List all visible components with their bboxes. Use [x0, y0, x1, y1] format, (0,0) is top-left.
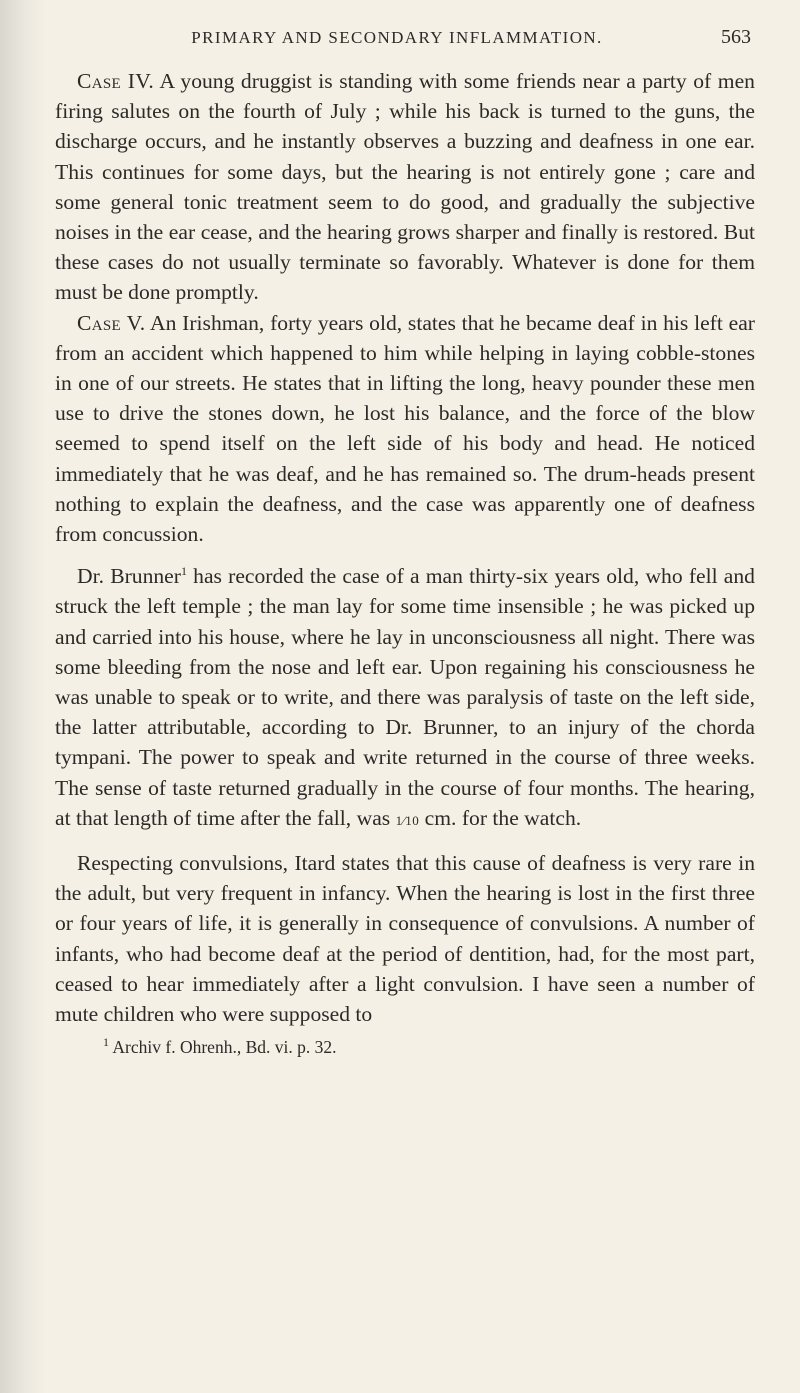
paragraph-lead: Dr. Brunner: [77, 564, 181, 589]
paragraph-text: has recorded the case of a man thirty-six years old, who fell and struck the left temple ; the man lay for some time insensible ; he was picked up and carried into his house, where he lay in unconsciousness all night. There was some bleeding from the nose and left ear. Upon regaining his consciousness he was unable to speak or to write, and there was paralysis of taste on the left side, the latter attributable, according to Dr. Brunner, to an injury of the chorda tympani. The power to speak and write returned in the course of three weeks. The sense of taste returned gradually in the course of four months. The hearing, at that length of time after the fall, was: [55, 564, 755, 830]
case-label: Case V.: [77, 310, 146, 335]
paragraph-text: A young druggist is standing with some friends near a party of men firing salutes on the fourth of July ; while his back is turned to the guns, the discharge occurs, and he instantly observes a buzzing and deafness in one ear. This continues for some days, but the hearing is not entirely gone ; care and some general tonic treatment seem to do good, and gradually the subjective noises in the ear cease, and the hearing grows sharper and finally is restored. But these cases do not usually terminate so favorably. Whatever is done for them must be done promptly.: [55, 69, 755, 305]
fraction-value: 1⁄10: [395, 812, 420, 828]
footnote-text: Archiv f. Ohrenh., Bd. vi. p. 32.: [109, 1037, 337, 1058]
footnote-reference[interactable]: 1: [180, 564, 187, 579]
page-binding-shadow: [0, 0, 46, 1393]
paragraph-convulsions: [55, 848, 755, 1029]
footnote-mark: 1: [103, 1035, 109, 1050]
paragraph-brunner: [55, 561, 755, 836]
paragraph-tail: cm. for the watch.: [419, 805, 582, 830]
paragraph-text: An Irishman, forty years old, states that he became deaf in his left ear from an accident which happened to him while helping in laying cobble-stones in one of our streets. He states that in lifting the long, heavy pounder these men use to drive the stones down, he lost his balance, and the force of the blow seemed to spend itself on the left side of his body and head. He noticed immediately that he was deaf, and he has remained so. The drum-heads present nothing to explain the deafness, and the case was apparently one of deafness from concussion.: [55, 310, 755, 547]
case-label: Case IV.: [77, 69, 155, 93]
paragraph-text: Respecting convulsions, Itard states that this cause of deafness is very rare in the adult, but very frequent in infancy. When the hearing is lost in the first three or four years of life, it is generally in consequence of convulsions. A number of infants, who had become deaf at the period of dentition, had, for the most part, ceased to hear immediately after a light convulsion. I have seen a number of mute children who were supposed to: [55, 851, 755, 1027]
book-page: [55, 26, 755, 1059]
footnote: [55, 1035, 755, 1059]
running-head: [55, 26, 755, 66]
body-text: [55, 66, 755, 1029]
paragraph-case-v: [55, 308, 755, 550]
running-title: PRIMARY AND SECONDARY INFLAMMATION.: [191, 28, 603, 47]
paragraph-case-iv: [55, 66, 755, 308]
page-number: 563: [721, 26, 751, 48]
